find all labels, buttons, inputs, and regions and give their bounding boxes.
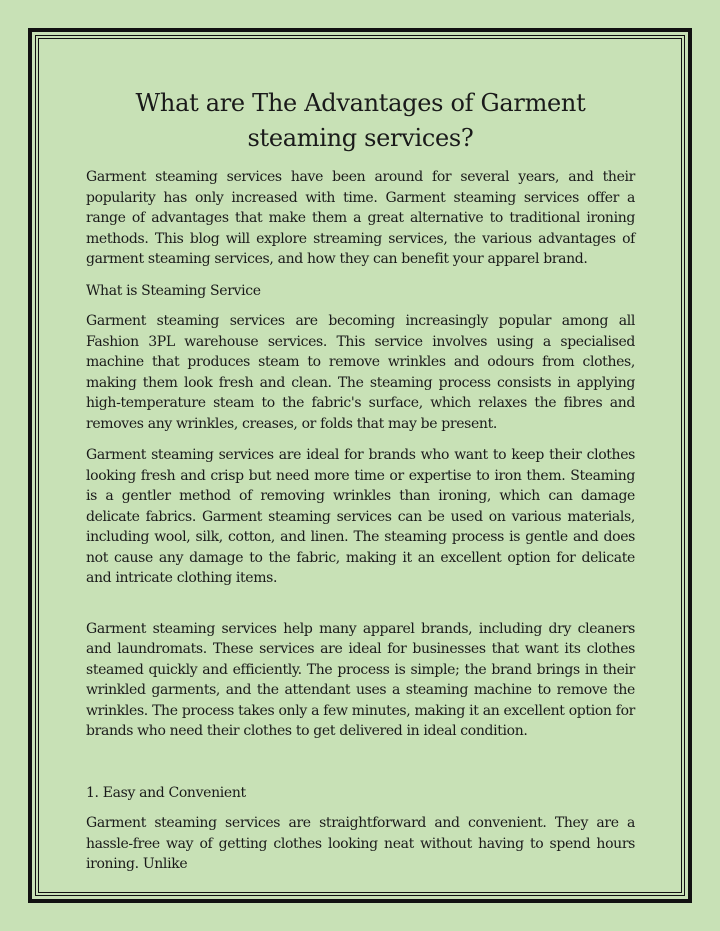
document-content [86, 86, 635, 875]
title-line-2: steaming services? [247, 124, 474, 152]
paragraph-steaming-definition: Garment steaming services are becoming increasingly popular among all Fashion 3PL warehouse services. This service involves using a specialised machine that produces steam to remove wrinkles and odours from clothes, making them look fresh and clean. The steaming process consists in applying high-temperature steam to the fabric's surface, which relaxes the fibres and removes any wrinkles, creases, or folds that may be present. [86, 313, 635, 432]
title-line-1: What are The Advantages of Garment [135, 89, 586, 117]
section-heading-steaming-service: What is Steaming Service [86, 282, 261, 299]
paragraph-steaming-benefits: Garment steaming services are ideal for brands who want to keep their clothes looking fresh and crisp but need more time or expertise to iron them. Steaming is a gentler method of removing wrinkles than ironing, which can damage delicate fabrics. Garment steaming services can be used on various materials, including wool, silk, cotton, and linen. The steaming process is gentle and does not cause any damage to the fabric, making it an excellent option for delicate and intricate clothing items. [86, 447, 635, 586]
section-heading-easy-convenient: 1. Easy and Convenient [86, 784, 246, 801]
intro-paragraph: Garment steaming services have been around for several years, and their popularity has only increased with time. Garment steaming services offer a range of advantages that make them a great alternative to traditional ironing methods. This blog will explore streaming services, the various advantages of garment steaming services, and how they can benefit your apparel brand. [86, 169, 635, 267]
document-title [86, 86, 635, 156]
paragraph-steaming-businesses: Garment steaming services help many apparel brands, including dry cleaners and laundromats. These services are ideal for businesses that want its clothes steamed quickly and efficiently. The process is simple; the brand brings in their wrinkled garments, and the attendant uses a steaming machine to remove the wrinkles. The process takes only a few minutes, making it an excellent option for brands who need their clothes to get delivered in ideal condition. [86, 620, 635, 739]
paragraph-easy-convenient: Garment steaming services are straightforward and convenient. They are a hassle-free way of getting clothes looking neat without having to spend hours ironing. Unlike [86, 815, 635, 872]
